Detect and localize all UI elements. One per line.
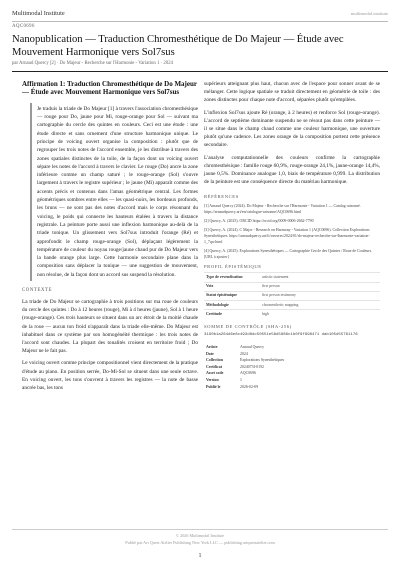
- byline: par Arnaud Quercy [2] · Do Majeur - Recherche sur l'Harmonie - Variation 1 · 2024: [12, 61, 174, 66]
- context-paragraph: La triade de Do Majeur se cartographie à trois positions sur ma roue de couleurs du cercle des quintes : Do à 12 heures (rouge), Mi à 4 heures (jaune), Sol à 1 heure (rouge-orange). Ces trois hauteurs se situent dans un arc étroit de la moitié chaude de la roue — aucun ton froid n'apparaît dans la triade elle-même. Do Majeur est inhabituel dans ce système par son homogénéité thermique : les trois notes de l'accord sont chaudes. La plupart des tonalités croisent en territoire froid ; Do Majeur ne le fait pas.: [22, 299, 198, 355]
- footer-divider: [12, 529, 388, 530]
- running-header: [12, 8, 388, 20]
- document-title: Nanopublication — Traduction Chromesthétique de Do Majeur — Étude avec Mouvement Harmonique vers Sol7sus: [12, 34, 344, 58]
- profile-value: high: [260, 310, 380, 319]
- profile-value: artistic statement: [260, 273, 380, 282]
- epistemic-profile-table: [204, 272, 380, 318]
- checksum-value: 3190b1a264d6e8c493d8dc50551e58d5886c1b0f9f998471 dab105d55761176: [204, 333, 358, 338]
- context-body: [22, 298, 198, 392]
- title-divider: [12, 71, 388, 72]
- metadata-table: [204, 344, 300, 390]
- reference-item: [1] Arnaud Quercy (2024). Do Majeur - Recherche sur l'Harmonie - Variation 1 — Catalog raisonné. https://arnaudquercy.art/en/catalogue-raisonne/AQC0696.html: [204, 204, 361, 215]
- copyright: © 2026 Multimodal Institute: [175, 533, 225, 538]
- profile-value: first person testimony: [260, 291, 380, 300]
- context-paragraph: Le voicing ouvert comme principe compositionnel vient directement de la pratique d'étude au piano. En position serrée, Do-Mi-Sol se situent dans une seule octave. En voicing ouvert, les tons s'ouvrent à travers les registres — la note de basse ancrée bas, les tons: [22, 360, 198, 392]
- meta-key: Version: [206, 378, 219, 383]
- header-divider: [12, 21, 388, 22]
- publisher-line: Publié par Art Quest Atelier Publishing New York LLC — publishing.artquestatelier.com: [125, 540, 275, 545]
- table-row: [204, 291, 380, 300]
- meta-key: Publié le: [206, 384, 221, 389]
- profile-value: chromesthetic mapping: [260, 301, 380, 310]
- reference-item: [4] Quercy, A. (2025). Explorations Synesthétiques — Cartographie Cercle des Quintes / Roue de Couleurs. [URL à ajouter]: [204, 249, 373, 260]
- table-row: [204, 273, 380, 282]
- meta-key: Date: [206, 351, 214, 356]
- meta-key: Artiste: [206, 345, 218, 350]
- meta-value: Explorations Synesthétiques: [240, 358, 285, 363]
- affirmation-heading: Affirmation 1: Traduction Chromesthétique de Do Majeur — Étude avec Mouvement Harmonique vers Sol7sus: [22, 80, 197, 97]
- table-row: [204, 384, 300, 391]
- abstract-block: [30, 103, 198, 281]
- table-row: [204, 282, 380, 291]
- profile-value: first person: [260, 282, 380, 291]
- body-paragraph: supérieurs atteignant plus haut, chacun avec de l'espace pour sonner avant de se mélanger. Cette logique spatiale se traduit directement en géométrie de toile : des zones distinctes pour chaque note d'accord, séparées plutôt qu'empilées.: [204, 81, 380, 104]
- table-row: [204, 351, 300, 358]
- document-id: AQC0696: [12, 24, 35, 29]
- table-row: [204, 364, 300, 371]
- meta-value: 2024073I-0192: [240, 364, 264, 369]
- table-row: [204, 301, 380, 310]
- right-column: [204, 80, 380, 391]
- meta-value: AQC0696: [240, 371, 256, 376]
- context-heading: CONTEXTE: [22, 288, 53, 294]
- table-row: [204, 310, 380, 319]
- references-list: [204, 203, 380, 260]
- meta-value: Arnaud Quercy: [240, 345, 265, 350]
- table-row: [204, 377, 300, 384]
- body-paragraph: L'inflexion Sol7sus ajoute Ré (orange, à 2 heures) et renforce Sol (rouge-orange). L'accord de septième dominante suspendu ne se résout pas dans cette peinture — il se situe dans le champ chaud comme une couleur harmonique, une ouverture plutôt qu'une cadence. Les zones orange de la composition portent cette présence secondaire.: [204, 109, 380, 149]
- profile-key: Statut épistémique: [204, 291, 260, 300]
- right-body: [204, 80, 380, 186]
- checksum-heading: SOMME DE CONTRÔLE (SHA-256): [204, 324, 292, 330]
- meta-value: 2026-02-09: [240, 384, 259, 389]
- institute-domain: multimodal.institute: [350, 11, 388, 16]
- meta-value: 1: [240, 378, 242, 383]
- left-column: [22, 80, 198, 396]
- table-row: [204, 358, 300, 365]
- meta-key: Asset code: [206, 371, 224, 376]
- table-row: [204, 371, 300, 378]
- profile-heading: PROFIL ÉPISTÉMIQUE: [204, 264, 262, 270]
- references-heading: RÉFÉRENCES: [204, 194, 239, 200]
- meta-value: 2024: [240, 351, 248, 356]
- profile-key: Type de revendication: [204, 273, 260, 282]
- body-paragraph: L'analyse computationnelle des couleurs confirme la cartographie chromesthésique : famille rouge 60,9%, rouge-orange 24,1%, jaune-orange 14,4%, jaune 0,5%. Dominance analogue 1,0, biais de température 0,999. La distribution de la peinture est une conséquence directe du matériau harmonique.: [204, 154, 380, 186]
- meta-key: Collection: [206, 358, 223, 363]
- profile-key: Méthodologie: [204, 301, 260, 310]
- meta-key: Certificat: [206, 364, 222, 369]
- reference-item: [3] Quercy, A. (2024). C Major - Research on Harmony - Variation 1 (AQC0696). Collection Explorations Synesthétiques. https://arnaudquercy.art/fr/oeuvres/2024/01/do-majeur-recherche-sur-lharmonie-variation-1_7qw.html: [204, 228, 370, 245]
- abstract-text: Je traduis la triade de Do Majeur [1] à travers l'association chromesthésique — rouge pour Do, jaune pour Mi, rouge-orange pour Sol — suivant ma cartographie du cercle des quintes en couleurs. Ceci est une étude : une étude directe et sans ornement d'une structure harmonique unique. Le principe de voicing ouvert organise la composition : plutôt que de regrouper les trois notes de l'accord ensemble, je les distribue à travers des zones spatiales distinctes de la toile, de la façon dont un voicing ouvert sépare les notes de l'accord à travers le clavier. Le rouge (Do) ancre la zone inférieure comme un champ saturé ; le rouge-orange (Sol) s'ouvre largement à travers le registre supérieur ; le jaune (Mi) apparaît comme des accents précis et contenus dans l'amas géométrique central. Les formes géométriques sombres entre elles — les quasi-noirs, les bordeaux profonds, les bruns — ne sont pas des notes d'accord mais le corps résonnant du voicing, le poids qui connecte les hauteurs étalées à travers la distance registrale. La peinture porte aussi une inflexion harmonique au-delà de la triade tonique. Un glissement vers Sol7sus introduit l'orange (Ré) et approfondit le champ rouge-orange (Sol), déplaçant légèrement la température de couleur du noyau rouge/jaune chaud pur de Do Majeur vers la bande orange plus large. Cette harmonie secondaire plane dans la composition sans déplacer la tonique — une suggestion de mouvement, non résolue, de la façon dont un accord sus suspend la résolution.: [37, 105, 198, 278]
- table-row: [204, 344, 300, 351]
- institute-name: Multimodal Institute: [12, 10, 65, 17]
- reference-item: [2] Quercy, A. (2025). ORCID https://orcid.org/0009-0006-2662-7790: [204, 219, 314, 224]
- profile-key: Certitude: [204, 310, 260, 319]
- page-number: 1: [198, 553, 202, 559]
- profile-key: Voix: [204, 282, 260, 291]
